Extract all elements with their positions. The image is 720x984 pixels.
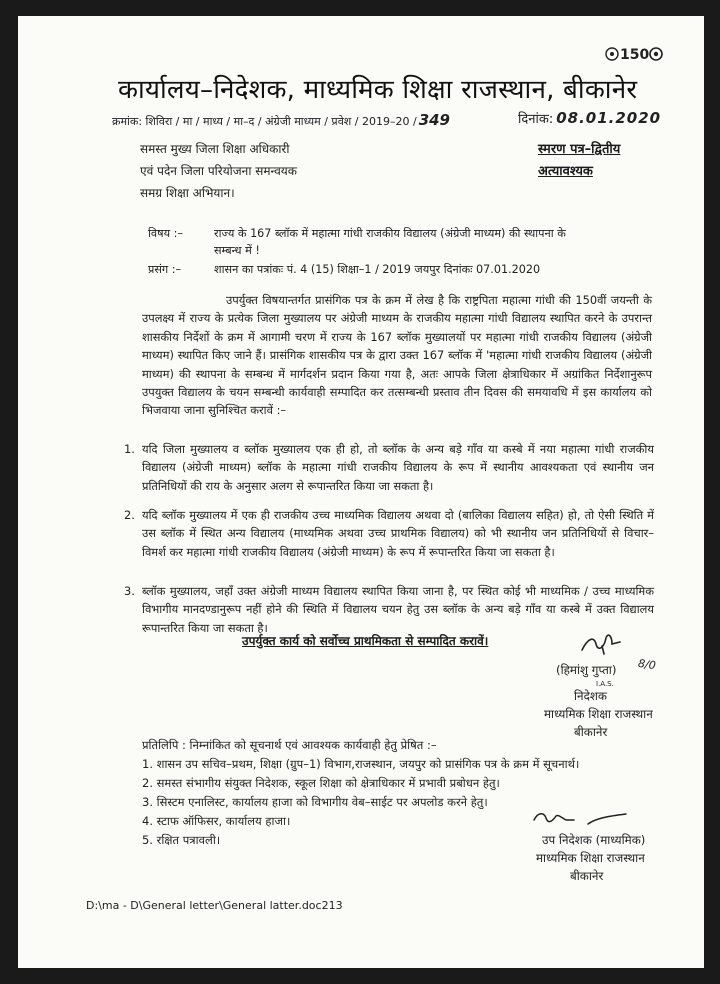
point-3-text: ब्लॉक मुख्यालय, जहाँ उक्त अंग्रेजी माध्यम विद्यालय स्थापित किया जाना है, पर स्थित कोई भी माध्यमिक / उच्च माध्यमिक विभागीय मानदण्डानुरूप नहीं होने की स्थिति में विद्यालय चयन हेतु उस ब्लॉक के अन्य बड़े गाँव या कस्बे में उक्त विद्यालय रूपान्तरित किया जा सकता है।: [142, 584, 654, 635]
context-text: शासन का पत्रांकः पं. 4 (15) शिक्षा–1 / 2019 जयपुर दिनांकः 07.01.2020: [214, 263, 541, 276]
deputy-signature: [530, 808, 640, 832]
letter-date: [518, 109, 661, 127]
date-value: 08.01.2020: [556, 109, 662, 127]
copy-item-2: 2. समस्त संभागीय संयुक्त निदेशक, स्कूल शिक्षा को क्षेत्राधिकार में प्रभावी प्रबोधन हेतु।: [142, 776, 500, 790]
subject-line-1: राज्य के 167 ब्लॉक में महात्मा गांधी राजकीय विद्यालय (अंग्रेजी माध्यम) की स्थापना के: [214, 227, 566, 240]
svg-text:150: 150: [620, 47, 650, 63]
date-label: दिनांक:: [518, 112, 554, 127]
subject-label: विषय :–: [148, 227, 183, 240]
copy-item-1: 1. शासन उप सचिव–प्रथम, शिक्षा (ग्रुप–1) विभाग,राजस्थान, जयपुर को प्रासंगिक पत्र के क्रम में सूचनार्थ।: [142, 757, 580, 771]
deputy-designation: उप निदेशक (माध्यमिक): [542, 833, 646, 847]
letter-page: [18, 16, 704, 968]
signatory-office: माध्यमिक शिक्षा राजस्थान: [544, 707, 653, 721]
signatory-name: (हिमांशु गुप्ता): [556, 663, 617, 677]
copy-heading: प्रतिलिपि : निम्नांकित को सूचनार्थ एवं आवश्यक कार्यवाही हेतु प्रेषित :–: [142, 738, 437, 752]
gandhi-150-logo: [604, 42, 666, 66]
closing-instruction: उपर्युक्त कार्य को सर्वोच्च प्राथमिकता से सम्पादित करावें।: [242, 634, 489, 648]
main-paragraph: उपर्युक्त विषयान्तर्गत प्रासंगिक पत्र के क्रम में लेख है कि राष्ट्रपिता महात्मा गांधी की 150वीं जयन्ती के उपलक्ष्य में राज्य के प्रत्येक जिला मुख्यालय पर अंग्रेजी माध्यम के राजकीय महात्मा गांधी विद्यालय स्थापित करने के उपरान्त शासकीय निर्देशों के क्रम में आगामी चरण में राज्य के 167 ब्लॉक मुख्यालयों पर महात्मा गांधी राजकीय विद्यालय (अंग्रेजी माध्यम) स्थापित किए जाने हैं। प्रासंगिक शासकीय पत्र के द्वारा उक्त 167 ब्लॉक में 'महात्मा गांधी राजकीय विद्यालय (अंग्रेजी माध्यम) की स्थापना के सम्बन्ध में मार्गदर्शन प्रदान किया गया है, अतः आपके जिला क्षेत्राधिकार में अग्रांकित निर्देशानुरूप उपयुक्त विद्यालय के चयन सम्बन्धी कार्यवाही सम्पादित कर तत्सम्बन्धी प्रस्ताव तीन दिवस की समयावधि में इस कार्यालय को भिजवाया जाना सुनिश्चित करावें :–: [142, 293, 652, 418]
deputy-place: बीकानेर: [570, 869, 604, 883]
copy-item-3: 3. सिस्टम एनालिस्ट, कार्यालय हाजा को विभागीय वेब–साईट पर अपलोड करने हेतु।: [142, 795, 488, 809]
deputy-office: माध्यमिक शिक्षा राजस्थान: [536, 851, 645, 865]
signatory-service: I.A.S.: [596, 680, 614, 688]
addressee-line-1: समस्त मुख्य जिला शिक्षा अधिकारी: [140, 142, 290, 156]
point-1-text: यदि जिला मुख्यालय व ब्लॉक मुख्यालय एक ही हो, तो ब्लॉक के अन्य बड़े गाँव या कस्बे में नया महात्मा गांधी राजकीय विद्यालय (अंग्रेजी माध्यम) ब्लॉक के महात्मा गांधी राजकीय विद्यालय के रूप में स्थानीय आवश्यकता एवं स्थानीय जन प्रतिनिधियों की राय के अनुसार अलग से रूपान्तरित किया जा सकता है।: [142, 442, 654, 493]
file-path-footer: D:\ma - D\General letter\General latter.doc213: [86, 899, 343, 912]
subject-line-2: सम्बन्ध में !: [214, 244, 260, 257]
point-3-number: 3.: [124, 584, 135, 598]
reference-number: [112, 111, 450, 129]
point-2-text: यदि ब्लॉक मुख्यालय में एक ही राजकीय उच्च माध्यमिक विद्यालय अथवा दो (बालिका विद्यालय सहित) हो, तो ऐसी स्थिति में उस ब्लॉक में स्थित अन्य विद्यालय (माध्यमिक अथवा उच्च प्राथमिक विद्यालय) को भी स्थानीय जन प्रतिनिधियों से विचार–विमर्श कर महात्मा गांधी राजकीय विद्यालय (अंग्रेजी माध्यम) के रूप में रूपान्तरित किया जा सकता है।: [142, 508, 654, 559]
signatory-designation: निदेशक: [574, 689, 607, 703]
context-label: प्रसंग :–: [148, 263, 182, 276]
director-signature: [578, 628, 638, 664]
office-title: कार्यालय–निदेशक, माध्यमिक शिक्षा राजस्थान, बीकानेर: [118, 75, 638, 105]
sign-date: 8/0: [637, 656, 657, 673]
copy-item-4: 4. स्टाफ ऑफिसर, कार्यालय हाजा।: [142, 814, 291, 828]
point-2-number: 2.: [124, 508, 135, 522]
reference-handwritten-number: 349: [418, 111, 450, 129]
signatory-place: बीकानेर: [574, 725, 608, 739]
point-1-number: 1.: [124, 442, 135, 456]
urgent-label: अत्यावश्यक: [538, 164, 593, 179]
reminder-label: स्मरण पत्र–द्वितीय: [538, 142, 621, 157]
reference-text: क्रमांक: शिविरा / मा / माध्य / मा–द / अंग्रेजी माध्यम / प्रवेश / 2019–20 /: [112, 115, 417, 128]
addressee-line-2: एवं पदेन जिला परियोजना समन्वयक: [140, 164, 297, 178]
copy-item-5: 5. रक्षित पत्रावली।: [142, 833, 221, 847]
addressee-line-3: समग्र शिक्षा अभियान।: [140, 186, 235, 200]
